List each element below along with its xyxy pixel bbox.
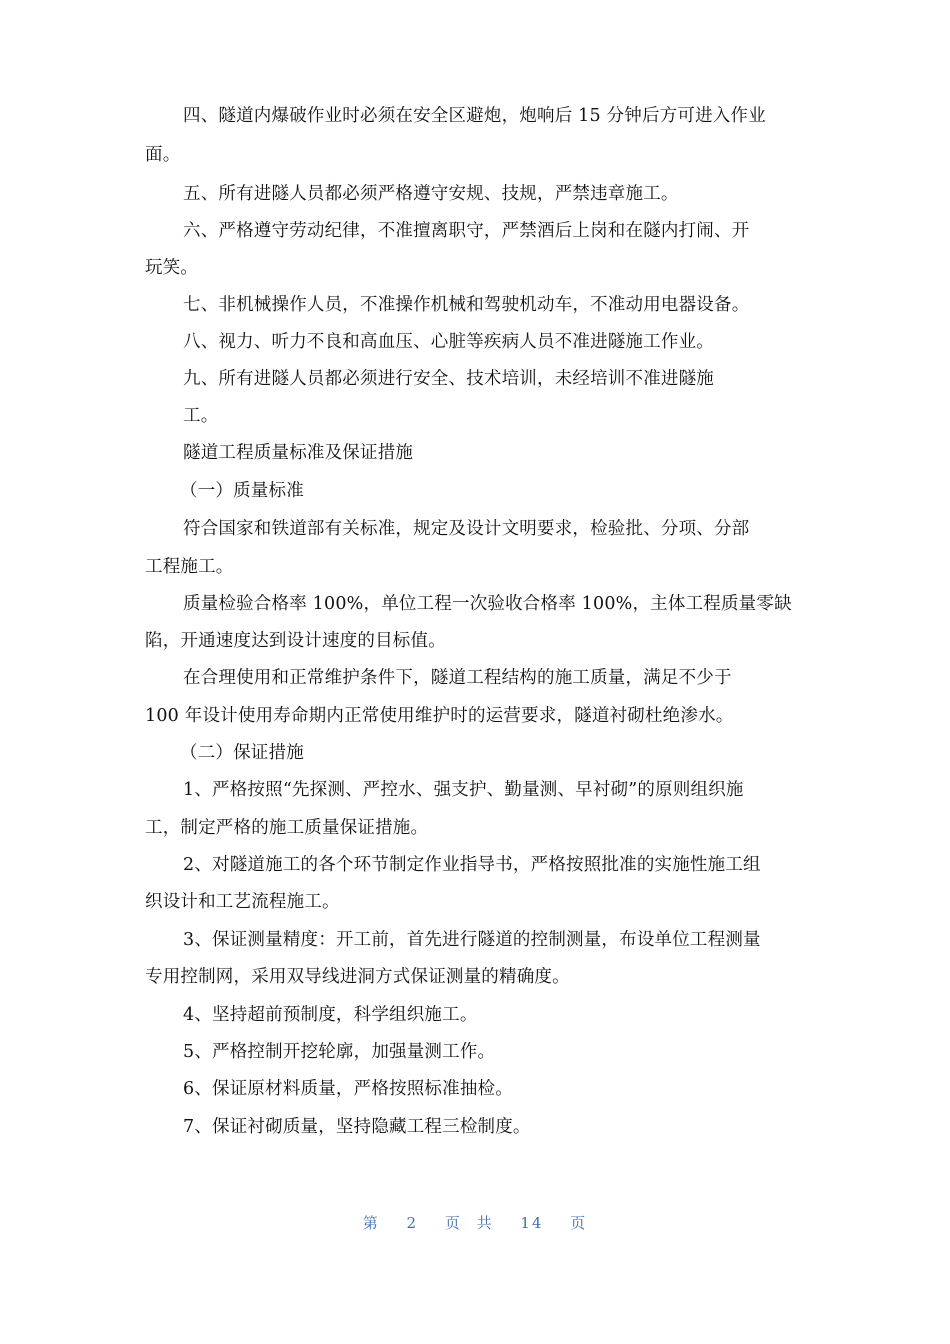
footer-current-page: 2	[406, 1214, 419, 1232]
paragraph-line: 专用控制网，采用双导线进洞方式保证测量的精确度。	[145, 967, 570, 987]
subsection-heading: （一）质量标准	[180, 481, 304, 501]
paragraph-line: 工。	[183, 406, 219, 426]
paragraph-line: 工，制定严格的施工质量保证措施。	[145, 818, 429, 838]
paragraph-line: 质量检验合格率 100%，单位工程一次验收合格率 100%，主体工程质量零缺	[183, 594, 792, 614]
footer-label-of: 页 共	[444, 1214, 494, 1232]
subsection-heading: （二）保证措施	[180, 743, 304, 763]
footer-total-pages: 14	[520, 1214, 544, 1232]
paragraph-line: 四、隧道内爆破作业时必须在安全区避炮，炮响后 15 分钟后方可进入作业	[183, 106, 766, 126]
paragraph-line: 6、保证原材料质量，严格按照标准抽检。	[183, 1079, 513, 1099]
page-footer	[0, 1212, 950, 1233]
paragraph-line: 九、所有进隧人员都必须进行安全、技术培训，未经培训不准进隧施	[183, 369, 714, 389]
paragraph-line: 4、坚持超前预制度，科学组织施工。	[183, 1005, 478, 1025]
paragraph-line: 5、严格控制开挖轮廓，加强量测工作。	[183, 1042, 496, 1062]
paragraph-line: 100 年设计使用寿命期内正常使用维护时的运营要求，隧道衬砌杜绝渗水。	[145, 706, 734, 726]
paragraph-line: 八、视力、听力不良和高血压、心脏等疾病人员不准进隧施工作业。	[183, 332, 714, 352]
section-heading: 隧道工程质量标准及保证措施	[183, 443, 414, 463]
paragraph-line: 七、非机械操作人员，不准操作机械和驾驶机动车，不准动用电器设备。	[183, 295, 750, 315]
paragraph-line: 符合国家和铁道部有关标准，规定及设计文明要求，检验批、分项、分部	[183, 519, 750, 539]
paragraph-line: 五、所有进隧人员都必须严格遵守安规、技规，严禁违章施工。	[183, 184, 679, 204]
paragraph-line: 工程施工。	[145, 557, 234, 577]
footer-label-page: 第	[362, 1214, 380, 1232]
paragraph-line: 面。	[145, 145, 181, 165]
paragraph-line: 1、严格按照“先探测、严控水、强支护、勤量测、早衬砌”的原则组织施	[183, 780, 744, 800]
paragraph-line: 六、严格遵守劳动纪律，不准擅离职守，严禁酒后上岗和在隧内打闹、开	[183, 221, 750, 241]
paragraph-line: 7、保证衬砌质量，坚持隐藏工程三检制度。	[183, 1117, 531, 1137]
paragraph-line: 3、保证测量精度：开工前，首先进行隧道的控制测量，布设单位工程测量	[183, 930, 761, 950]
footer-label-pages: 页	[570, 1214, 588, 1232]
paragraph-line: 2、对隧道施工的各个环节制定作业指导书，严格按照批准的实施性施工组	[183, 855, 761, 875]
paragraph-line: 陷，开通速度达到设计速度的目标值。	[145, 631, 446, 651]
paragraph-line: 织设计和工艺流程施工。	[145, 892, 340, 912]
paragraph-line: 玩笑。	[145, 258, 199, 278]
paragraph-line: 在合理使用和正常维护条件下，隧道工程结构的施工质量，满足不少于	[183, 668, 732, 688]
